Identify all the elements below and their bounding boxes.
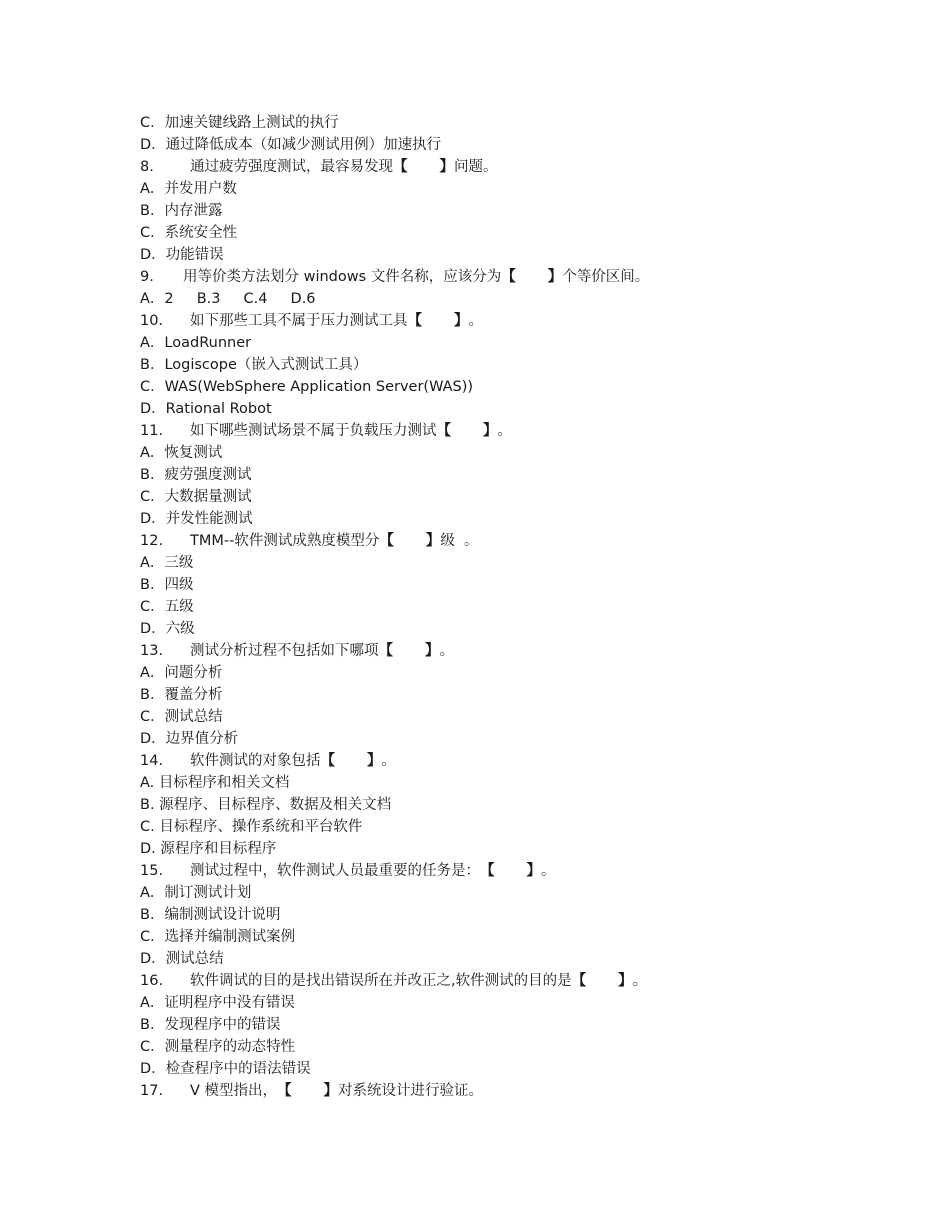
option-text: A. 目标程序和相关文档 [140,775,290,791]
option-text: A．2 B.3 C.4 D.6 [140,291,316,307]
option-text: C．测试总结 [140,709,223,725]
question-number: 17. [140,1083,164,1099]
option-text: A．问题分析 [140,665,223,681]
question-line [140,420,840,442]
question-line [140,640,840,662]
option-text: B．Logiscope（嵌入式测试工具） [140,357,368,373]
option-text: A．恢复测试 [140,445,223,461]
option-text: B. 源程序、目标程序、数据及相关文档 [140,797,392,813]
answer-bracket-open: 【 [378,643,393,659]
answer-option [140,596,840,618]
answer-option [140,794,840,816]
answer-option [140,838,840,860]
answer-option [140,222,840,244]
option-text: C．WAS(WebSphere Application Server(WAS)) [140,379,474,395]
option-text: D. 源程序和目标程序 [140,841,277,857]
answer-bracket-close: 】 [547,269,563,285]
answer-option [140,332,840,354]
question-line [140,310,840,332]
option-text: B．内存泄露 [140,203,223,219]
option-text: C. 目标程序、操作系统和平台软件 [140,819,363,835]
option-text: B．覆盖分析 [140,687,223,703]
option-text: A．证明程序中没有错误 [140,995,295,1011]
answer-bracket-close: 】 [425,533,441,549]
option-text: A．LoadRunner [140,335,252,351]
answer-bracket-close: 】 [367,753,382,769]
answer-option [140,904,840,926]
option-text: B．发现程序中的错误 [140,1017,281,1033]
question-text-suffix: 。 [381,753,396,769]
answer-option [140,508,840,530]
question-text: 用等价类方法划分 windows 文件名称，应该分为 [183,269,502,285]
answer-bracket-open: 【 [379,533,394,549]
answer-bracket-close: 】 [323,1083,339,1099]
option-text: D．Rational Robot [140,401,272,417]
answer-option [140,354,840,376]
question-list [140,112,840,1102]
question-text: 如下哪些测试场景不属于负载压力测试 [190,423,437,439]
option-text: B．四级 [140,577,194,593]
question-line [140,750,840,772]
answer-option [140,464,840,486]
answer-option [140,574,840,596]
answer-option [140,288,840,310]
answer-option [140,134,840,156]
option-text: A．并发用户数 [140,181,237,197]
question-number: 8. [140,159,154,175]
answer-bracket-close: 】 [483,423,498,439]
answer-option [140,816,840,838]
question-text-suffix: 。 [439,643,454,659]
answer-option [140,1058,840,1080]
answer-option [140,552,840,574]
answer-option [140,684,840,706]
answer-bracket-close: 】 [425,643,440,659]
question-number: 14. [140,753,164,769]
answer-option [140,948,840,970]
answer-bracket-open: 【 [571,973,587,989]
question-text: 测试过程中，软件测试人员最重要的任务是： [190,863,480,879]
answer-bracket-close: 】 [439,159,454,175]
question-line [140,970,840,992]
option-text: C．选择并编制测试案例 [140,929,296,945]
question-text: 如下那些工具不属于压力测试工具 [190,313,408,329]
answer-bracket-close: 】 [618,973,633,989]
question-text: TMM--软件测试成熟度模型分 [190,533,380,549]
answer-option [140,728,840,750]
question-number: 12. [140,533,164,549]
answer-option [140,486,840,508]
answer-option [140,772,840,794]
answer-option [140,662,840,684]
answer-bracket-open: 【 [277,1083,292,1099]
option-text: A．三级 [140,555,194,571]
question-text-suffix: 。 [468,313,483,329]
question-text-suffix: 。 [497,423,512,439]
question-number: 13. [140,643,164,659]
answer-option [140,112,840,134]
answer-option [140,244,840,266]
question-number: 11. [140,423,164,439]
option-text: D．测试总结 [140,951,224,967]
question-line [140,156,840,178]
question-line [140,1080,840,1102]
answer-option [140,926,840,948]
answer-option [140,442,840,464]
option-text: C．测量程序的动态特性 [140,1039,296,1055]
answer-bracket-open: 【 [501,269,516,285]
option-text: D．检查程序中的语法错误 [140,1061,311,1077]
answer-bracket-open: 【 [407,313,422,329]
question-text-suffix: 问题。 [454,159,498,175]
question-number: 9. [140,269,154,285]
option-text: D．通过降低成本（如减少测试用例）加速执行 [140,137,442,153]
option-text: B．编制测试设计说明 [140,907,281,923]
answer-bracket-open: 【 [436,423,451,439]
option-text: D．六级 [140,621,195,637]
question-text-suffix: 。 [541,863,556,879]
answer-option [140,1014,840,1036]
question-text: 通过疲劳强度测试，最容易发现 [190,159,393,175]
option-text: D．功能错误 [140,247,224,263]
answer-bracket-close: 】 [526,863,541,879]
answer-bracket-open: 【 [393,159,408,175]
answer-option [140,178,840,200]
answer-option [140,200,840,222]
question-number: 10. [140,313,164,329]
option-text: D．并发性能测试 [140,511,253,527]
question-text-suffix: 级 。 [440,533,479,549]
answer-option [140,618,840,640]
answer-bracket-close: 】 [454,313,469,329]
option-text: C．加速关键线路上测试的执行 [140,115,339,131]
question-text: 软件测试的对象包括 [190,753,321,769]
question-text: 软件调试的目的是找出错误所在并改正之,软件测试的目的是 [190,973,572,989]
option-text: C．五级 [140,599,194,615]
question-number: 16. [140,973,164,989]
option-text: D．边界值分析 [140,731,239,747]
question-text-suffix: 个等价区间。 [562,269,650,285]
option-text: C．大数据量测试 [140,489,252,505]
question-text: V 模型指出， [190,1083,278,1099]
answer-option [140,882,840,904]
question-text-suffix: 对系统设计进行验证。 [338,1083,484,1099]
option-text: A．制订测试计划 [140,885,252,901]
question-line [140,266,840,288]
answer-option [140,1036,840,1058]
option-text: B．疲劳强度测试 [140,467,252,483]
answer-bracket-open: 【 [320,753,335,769]
answer-option [140,992,840,1014]
option-text: C．系统安全性 [140,225,238,241]
question-line [140,530,840,552]
answer-option [140,706,840,728]
question-text-suffix: 。 [632,973,648,989]
answer-option [140,376,840,398]
answer-bracket-open: 【 [480,863,495,879]
question-text: 测试分析过程不包括如下哪项 [190,643,379,659]
answer-option [140,398,840,420]
question-number: 15. [140,863,164,879]
question-line [140,860,840,882]
